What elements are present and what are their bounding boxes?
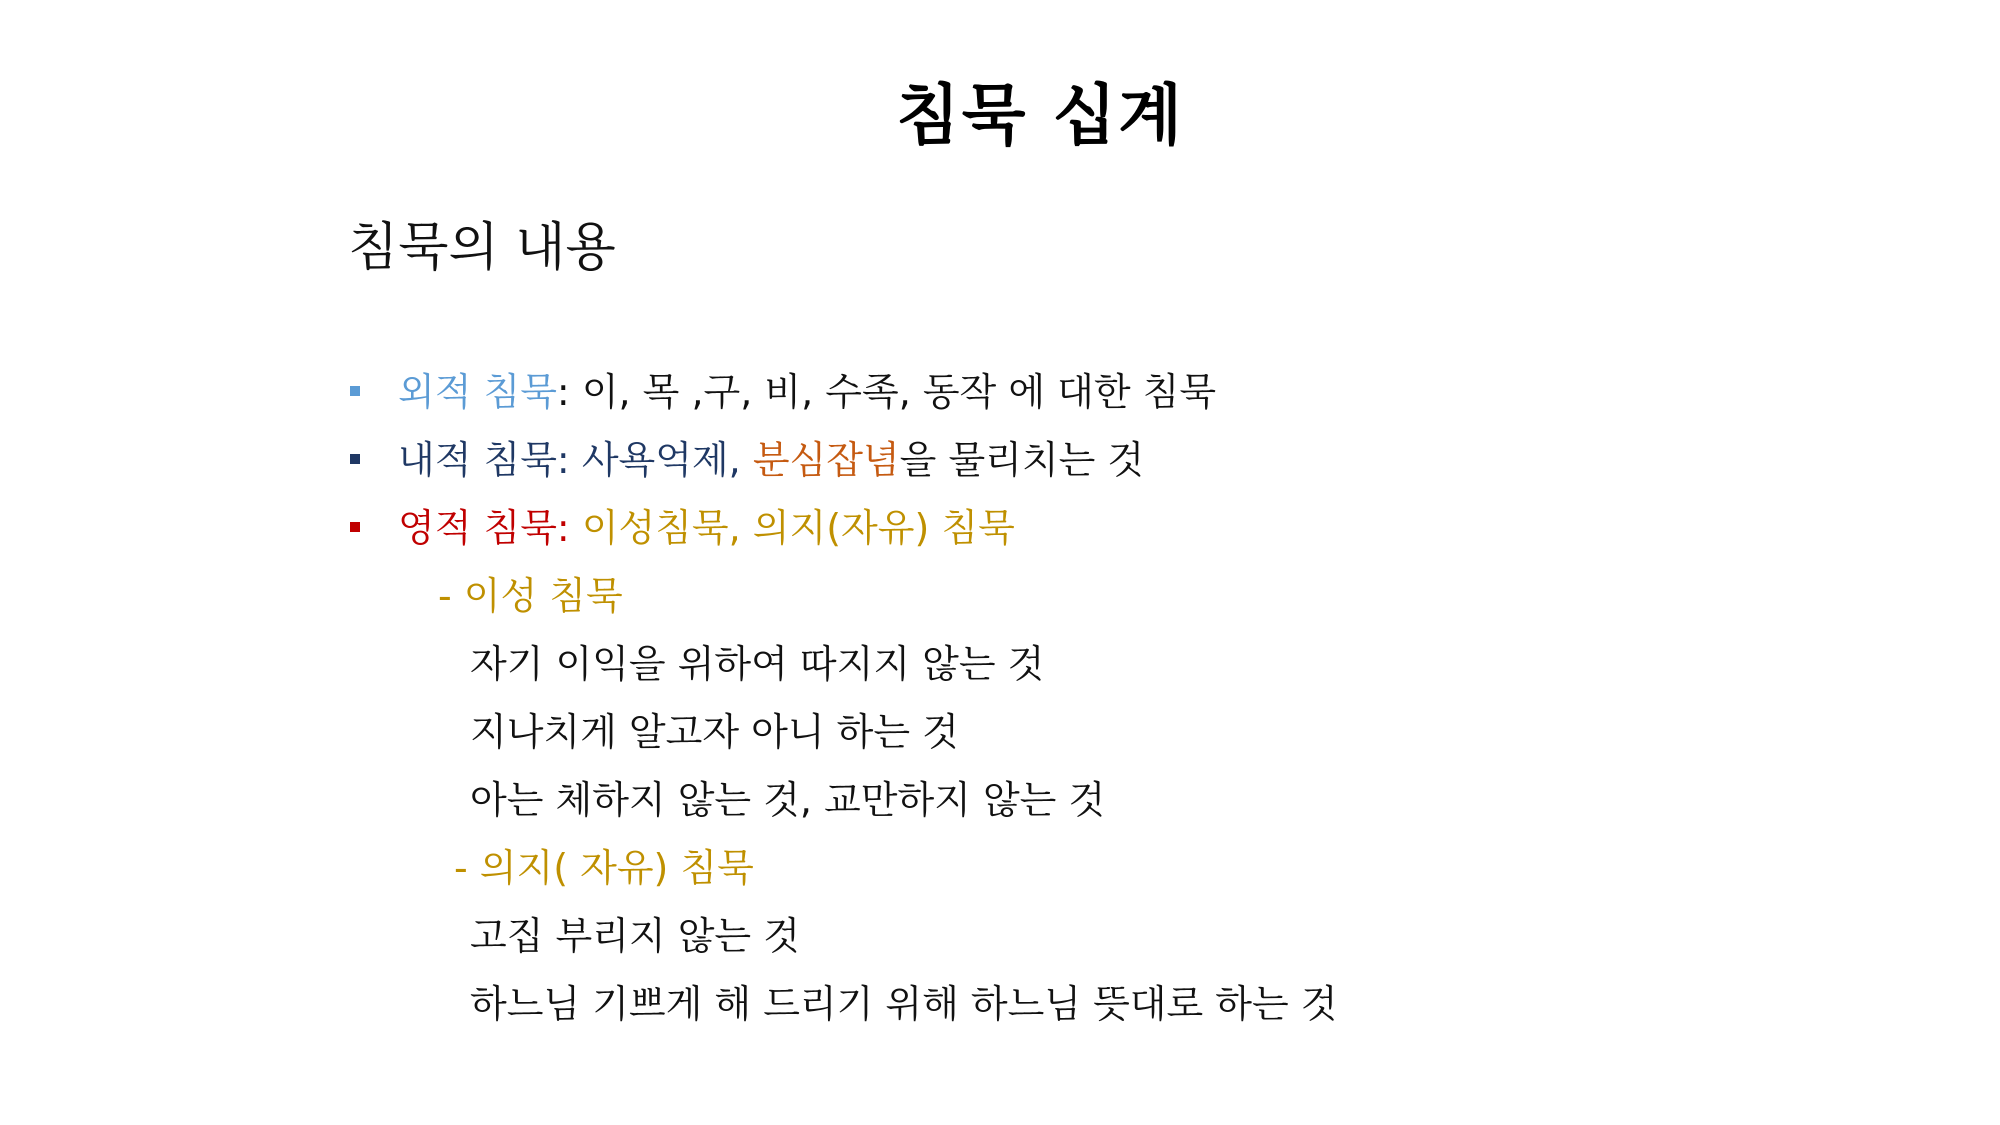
bullet-content-a: 사욕억제, [581,438,753,482]
bullet-spiritual-silence [348,494,1216,562]
bullet-label: 외적 침묵 [398,370,557,414]
slide-subtitle: 침묵의 내용 [348,218,616,278]
bullet-content: 이, 목 ,구, 비, 수족, 동작 에 대한 침묵 [581,370,1217,414]
will-silence-heading: - 의지( 자유) 침묵 [454,846,754,890]
bullet-square-icon [350,454,360,464]
bullet-external-silence [348,358,1216,426]
bullet-label: 내적 침묵 [398,438,557,482]
bullet-list [348,358,1216,562]
bullet-separator: : [556,370,582,414]
reason-silence-heading: - 이성 침묵 [438,574,623,618]
reason-silence-line: 지나치게 알고자 아니 하는 것 [470,710,959,754]
reason-silence-line: 아는 체하지 않는 것, 교만하지 않는 것 [470,778,1106,822]
slide-title: 침묵 십계 [895,77,1184,154]
bullet-content-c: 을 물리치는 것 [899,438,1145,482]
bullet-square-icon [350,386,360,396]
bullet-separator: : [556,438,582,482]
bullet-separator: : [556,506,582,550]
will-silence-line: 하느님 기쁘게 해 드리기 위해 하느님 뜻대로 하는 것 [470,982,1338,1026]
bullet-square-icon [350,522,360,532]
bullet-internal-silence [348,426,1216,494]
reason-silence-line: 자기 이익을 위하여 따지지 않는 것 [470,642,1045,686]
will-silence-line: 고집 부리지 않는 것 [470,914,800,958]
bullet-content-b: 분심잡념 [752,438,900,482]
bullet-content: 이성침묵, 의지(자유) 침묵 [581,506,1015,550]
bullet-label: 영적 침묵 [398,506,557,550]
